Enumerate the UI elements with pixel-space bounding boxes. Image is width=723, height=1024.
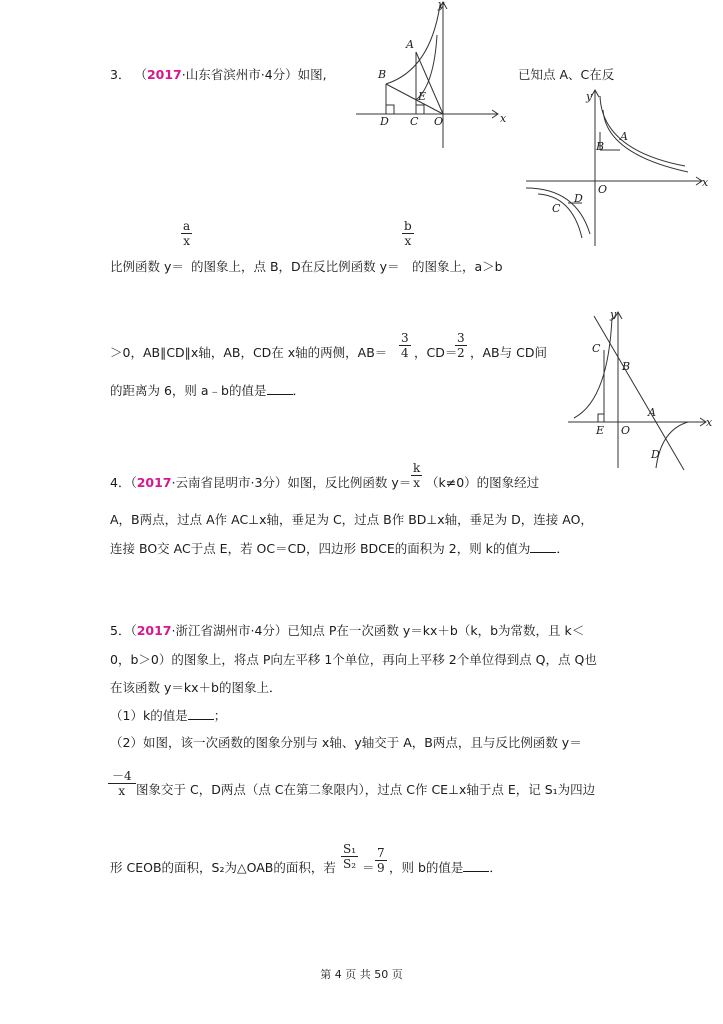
figure-label-y: y xyxy=(438,0,445,11)
q5-part2: （2）如图，该一次函数的图象分别与 x轴、y轴交于 A，B两点，且与反比例函数 y＝ xyxy=(110,735,582,750)
q4-line1: 4．（2017·云南省昆明市·3分）如图，反比例函数 y＝ xyxy=(110,475,412,490)
q4-line3: 连接 BO交 AC于点 E，若 OC＝CD，四边形 BDCE的面积为 2，则 k的值为 ． xyxy=(110,541,569,556)
page-footer: 第 4 页 共 50 页 xyxy=(320,968,403,981)
q4-line1-tail: （k≠0）的图象经过 xyxy=(426,475,540,490)
figure-label-D: D xyxy=(574,192,583,205)
figure-label-O: O xyxy=(598,183,608,196)
q5-line7-a: 形 CEOB的面积，S₂为△OAB的面积，若 xyxy=(110,860,336,875)
q3-figure-1 xyxy=(348,0,508,150)
q3-frac-a: $\frac{a}{x}$ xyxy=(183,219,191,248)
q3-line2-c: 的图象上，a＞b xyxy=(412,259,503,274)
q3-year: 2017 xyxy=(146,67,182,82)
figure-label-A: A xyxy=(620,130,628,143)
figure-label-C: C xyxy=(552,202,561,215)
figure-label-x: x xyxy=(706,416,713,429)
figure-label-D: D xyxy=(380,115,389,128)
q5-year: 2017 xyxy=(136,623,172,638)
fig3-line xyxy=(594,316,684,470)
q3-line4: 的距离为 6，则 a﹣b的值是 ． xyxy=(110,383,306,398)
q5-frac-s: $\frac{\text{S₁}}{\text{S₂}}$ xyxy=(343,842,357,871)
q5-frac-neg4: $\frac{-4}{x}$ xyxy=(108,770,136,798)
figure-label-E: E xyxy=(596,424,605,437)
q3-line1-tail: 已知点 A、C在反 xyxy=(518,67,615,82)
q5-frac-79: $\frac{7}{9}$ xyxy=(377,846,385,875)
q3-line1: 3． （2017·山东省滨州市·4分）如图, xyxy=(110,67,327,82)
figure-label-A: A xyxy=(648,406,656,419)
q5-line3: 在该函数 y＝kx＋b的图象上． xyxy=(110,680,282,695)
figure-label-y: y xyxy=(586,90,593,103)
q3-frac-b: $\frac{b}{x}$ xyxy=(404,219,412,248)
q3-line3-c: ，AB与 CD间 xyxy=(470,345,547,360)
q3-answer-blank[interactable] xyxy=(267,384,293,395)
q4-answer-blank[interactable] xyxy=(530,542,556,553)
q3-figure-2 xyxy=(520,88,710,248)
figure-label-O: O xyxy=(621,424,631,437)
q5-part1: （1）k的值是 ； xyxy=(110,708,227,723)
q4-frac-k: $\frac{k}{x}$ xyxy=(413,461,421,490)
q5-eq: ＝ xyxy=(362,860,375,875)
q5-part2-blank[interactable] xyxy=(463,861,489,872)
q3-frac-32: $\frac{3}{2}$ xyxy=(457,331,465,360)
figure-label-B: B xyxy=(378,68,387,81)
figure-label-C: C xyxy=(592,342,601,355)
q3-frac-34: $\frac{3}{4}$ xyxy=(401,331,409,360)
q5-line1: 5．（2017·浙江省湖州市·4分）已知点 P在一次函数 y＝kx＋b（k，b为常数，且 k＜ xyxy=(110,623,585,638)
q5-line6: 图象交于 C，D两点（点 C在第二象限内），过点 C作 CE⊥x轴于点 E，记 S₁为四边 xyxy=(136,782,596,797)
figure-label-x: x xyxy=(500,112,507,125)
q3-figure-3 xyxy=(566,310,716,472)
figure-label-C: C xyxy=(410,115,419,128)
q5-line2: 0，b＞0）的图象上，将点 P向左平移 1个单位，再向上平移 2个单位得到点 Q，点 Q也 xyxy=(110,652,597,667)
q3-line2-b: 的图象上，点 B，D在反比例函数 y＝ xyxy=(191,259,400,274)
q3-number: 3． xyxy=(110,67,131,82)
figure-label-O: O xyxy=(434,115,444,128)
figure-label-D: D xyxy=(651,448,660,461)
q4-year: 2017 xyxy=(136,475,172,490)
q5-part1-blank[interactable] xyxy=(188,709,214,720)
q3-line2-a: 比例函数 y＝ xyxy=(110,259,184,274)
q3-line3-b: ，CD＝ xyxy=(414,345,458,360)
figure-label-B: B xyxy=(622,360,631,373)
q5-line7-b: ，则 b的值是 ． xyxy=(389,860,502,875)
figure-label-y: y xyxy=(610,308,617,321)
figure-label-A: A xyxy=(406,38,414,51)
figure-label-B: B xyxy=(596,140,605,153)
q3-line3-a: ＞0，AB∥CD∥x轴，AB，CD在 x轴的两侧，AB＝ xyxy=(110,345,388,360)
q4-line2: A，B两点，过点 A作 AC⊥x轴，垂足为 C，过点 B作 BD⊥x轴，垂足为 D，连接 AO， xyxy=(110,512,593,527)
figure-label-E: E xyxy=(418,90,427,103)
figure-label-x: x xyxy=(702,176,709,189)
